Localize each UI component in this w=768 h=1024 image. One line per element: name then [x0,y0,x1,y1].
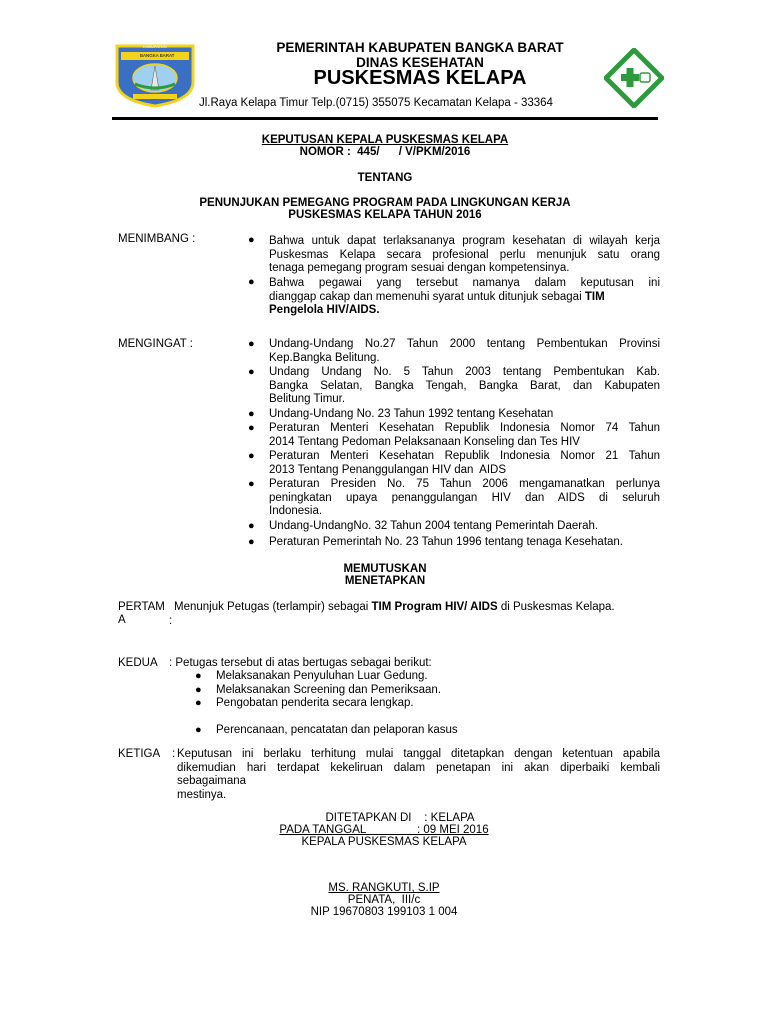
pertama-colon: : [169,615,173,627]
bullet-icon: ● [248,450,255,462]
decree-subject-line1: PENUNJUKAN PEMEGANG PROGRAM PADA LINGKUNGAN KERJA [199,197,571,209]
signature-title: KEPALA PUSKESMAS KELAPA [301,836,467,848]
menetapkan-heading: MENETAPKAN [344,575,426,587]
kedua-label: KEDUA [118,657,158,669]
bullet-icon: ● [248,536,255,548]
regency-logo [113,42,197,108]
signature-rank: PENATA, III/c [347,894,421,906]
list-item: ● Peraturan Presiden No. 75 Tahun 2006 mengamanatkan perlunya peningkatan upaya penanggulangan HIV dan AIDS di seluruh Indonesia. [248,478,660,517]
bullet-icon: ● [248,407,255,420]
bullet-icon: ● [195,670,202,682]
list-item: ● Pengobatan penderita secara lengkap. [195,697,414,709]
list-item: ● Undang-Undang No.27 Tahun 2000 tentang Pembentukan Provinsi Kep.Bangka Belitung. [248,338,660,364]
list-item: ● Undang-UndangNo. 32 Tahun 2004 tentang Pemerintah Daerah. [248,519,599,532]
header-divider [112,117,658,120]
list-item: ● Peraturan Menteri Kesehatan Republik Indonesia Nomor 74 Tahun 2014 Tentang Pedoman Pelaksanaan Konseling dan Tes HIV [248,422,660,448]
list-item: ● Peraturan Menteri Kesehatan Republik Indonesia Nomor 21 Tahun 2013 Tentang Penanggulangan HIV dan AIDS [248,450,660,476]
mengingat-label: MENGINGAT : [118,338,193,350]
menimbang-item-2: Bahwa pegawai yang tersebut namanya dalam keputusan ini dianggap cakap dan memenuhi syarat untuk ditunjuk sebagai TIM Pengelola HIV/AIDS. [269,277,660,316]
bullet-icon: ● [248,478,255,490]
signature-date: PADA TANGGAL : 09 MEI 2016 [279,824,489,836]
pertama-text: Menunjuk Petugas (terlampir) sebagai TIM Program HIV/ AIDS di Puskesmas Kelapa. [174,601,615,613]
puskesmas-logo [604,48,664,108]
bullet-icon: ● [248,422,255,434]
bullet-icon: ● [248,234,255,246]
ketiga-text: Keputusan ini berlaku terhitung mulai tanggal ditetapkan dengan ketentuan apabila dikemudian hari terdapat kekeliruan dalam penetapan ini akan diperbaiki kembali sebagaimana mestinya. [177,748,660,801]
logo-text-bottom: BANGKA BARAT [140,53,175,58]
menimbang-item-1: Bahwa untuk dapat terlaksananya program kesehatan di wilayah kerja Puskesmas Kelapa secara profesional perlu menunjuk satu orang tenaga pemegang program sesuai dengan kompetensinya. [269,235,660,274]
decree-tentang: TENTANG [357,172,413,184]
menimbang-label: MENIMBANG : [118,233,196,245]
signature-place: DITETAPKAN DI : KELAPA [325,812,475,824]
decree-subject-line2: PUSKESMAS KELAPA TAHUN 2016 [288,209,482,221]
bullet-icon: ● [248,338,255,350]
list-item: ● Undang-Undang No. 23 Tahun 1992 tentang Kesehatan [248,407,554,420]
ketiga-label: KETIGA [118,748,161,760]
bullet-icon: ● [248,519,255,532]
signature-nip: NIP 19670803 199103 1 004 [310,906,458,918]
kedua-list [195,670,458,737]
list-item: ● Undang Undang No. 5 Tahun 2003 tentang Pembentukan Kab. Bangka Selatan, Bangka Tengah, Bangka Barat, dan Kabupaten Belitung Timur. [248,366,660,405]
list-item: ● Melaksanakan Screening dan Pemeriksaan. [195,683,442,696]
mengingat-list [248,338,660,550]
decree-title: KEPUTUSAN KEPALA PUSKESMAS KELAPA [261,134,509,146]
header-department: DINAS KESEHATAN [356,55,484,70]
signature-name: MS. RANGKUTI, S.IP [328,882,440,894]
header-organization: PUSKESMAS KELAPA [313,67,527,89]
decree-number: NOMOR : 445/ / V/PKM/2016 [299,146,471,158]
pertama-label: PERTAM A [118,601,165,626]
list-item: ● Melaksanakan Penyuluhan Luar Gedung. [195,670,428,682]
bullet-icon: ● [195,683,202,696]
bullet-icon: ● [195,697,202,709]
bullet-icon: ● [248,276,255,288]
logo-text-top: KABUPATEN [143,44,167,49]
ketiga-colon: : [172,748,176,760]
memutuskan-heading: MEMUTUSKAN [343,563,427,575]
bullet-icon: ● [248,366,255,378]
list-item: ● Perencanaan, pencatatan dan pelaporan kasus [195,723,458,736]
list-item: ● Peraturan Pemerintah No. 23 Tahun 1996 tentang tenaga Kesehatan. [248,536,623,548]
header-government: PEMERINTAH KABUPATEN BANGKA BARAT [276,40,564,55]
header-address: Jl.Raya Kelapa Timur Telp.(0715) 355075 Kecamatan Kelapa - 33364 [199,97,553,109]
kedua-intro: : Petugas tersebut di atas bertugas sebagai berikut: [169,657,432,669]
bullet-icon: ● [195,723,202,736]
